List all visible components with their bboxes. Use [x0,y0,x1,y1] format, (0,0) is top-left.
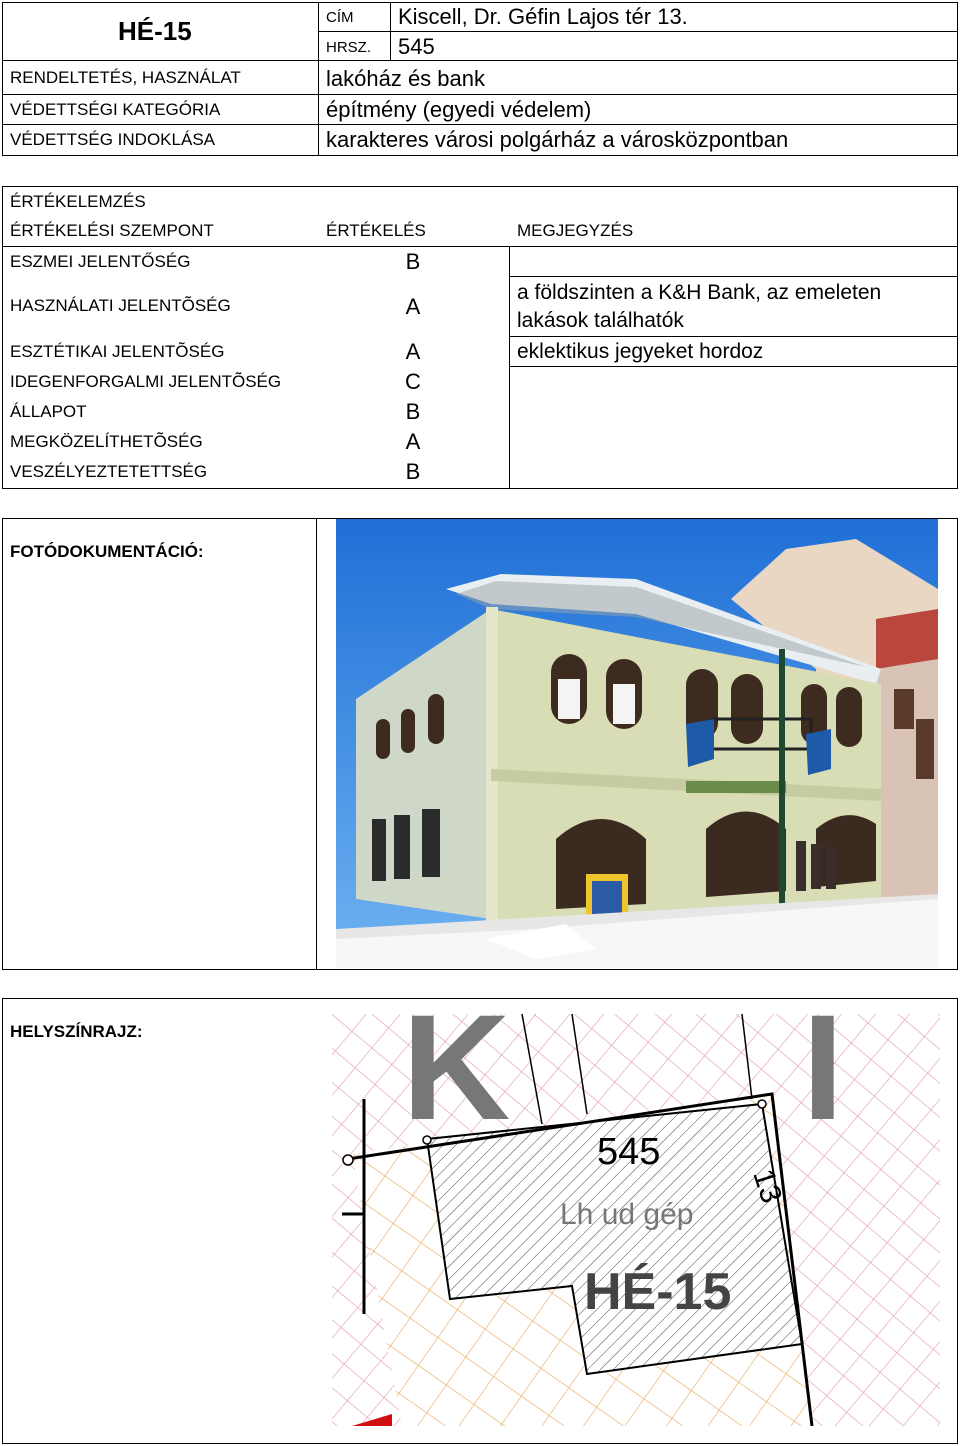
grade: A [405,294,421,319]
criterion: ÁLLAPOT [10,402,87,421]
criterion: ESZTÉTIKAI JELENTÕSÉG [10,342,225,361]
eval-rule [509,276,958,277]
map-letter-i: I [802,1014,844,1151]
col-criterion: ÉRTÉKELÉSI SZEMPONT [10,221,214,240]
eval-rule [509,366,958,367]
parcel-number: 545 [597,1131,661,1173]
parcel-value: 545 [398,34,435,59]
note: lakások találhatók [517,309,684,332]
site-code: HÉ-15 [584,1263,732,1321]
building-photo [336,519,938,968]
address-label: CÍM [326,9,354,26]
header-rule [2,60,958,61]
col-grade: ÉRTÉKELÉS [326,221,426,240]
category-value: építmény (egyedi védelem) [326,97,592,122]
grade: C [405,369,421,394]
house-number: 13 [746,1165,789,1208]
site-plan-map [332,1014,940,1426]
photo-label: FOTÓDOKUMENTÁCIÓ: [10,542,204,561]
grade: B [405,459,421,484]
criterion: IDEGENFORGALMI JELENTÕSÉG [10,372,282,391]
function-label: RENDELTETÉS, HASZNÁLAT [10,68,241,87]
map-letter-k: K [402,1014,511,1151]
parcel-label: HRSZ. [326,39,371,56]
category-label: VÉDETTSÉGI KATEGÓRIA [10,100,221,119]
header-rule [2,94,958,95]
address-value: Kiscell, Dr. Géfin Lajos tér 13. [398,4,688,29]
monument-code: HÉ-15 [118,16,192,46]
header-divider [318,2,319,156]
grade: B [405,249,421,274]
header-rule [2,124,958,125]
grade: B [405,399,421,424]
site-plan-label: HELYSZÍNRAJZ: [10,1022,143,1041]
justification-label: VÉDETTSÉG INDOKLÁSA [10,130,215,149]
criterion: MEGKÖZELÍTHETÕSÉG [10,432,203,451]
function-value: lakóház és bank [326,66,485,91]
eval-col-divider [509,246,510,489]
criterion: VESZÉLYEZTETETTSÉG [10,462,208,481]
note: a földszinten a K&H Bank, az emeleten [517,281,882,304]
zone-code: Lh ud gép [560,1198,694,1231]
grade: A [405,339,421,364]
justification-value: karakteres városi polgárház a városközpontban [326,127,789,152]
col-note: MEGJEGYZÉS [517,221,634,240]
criterion: HASZNÁLATI JELENTÕSÉG [10,296,231,315]
note: eklektikus jegyeket hordoz [517,340,764,363]
photo-divider [316,518,317,970]
criterion: ESZMEI JELENTŐSÉG [10,252,191,271]
grade: A [405,429,421,454]
evaluation-title: ÉRTÉKELEMZÉS [10,192,146,211]
eval-rule [509,336,958,337]
eval-rule [2,246,958,247]
header-rule [318,31,958,32]
